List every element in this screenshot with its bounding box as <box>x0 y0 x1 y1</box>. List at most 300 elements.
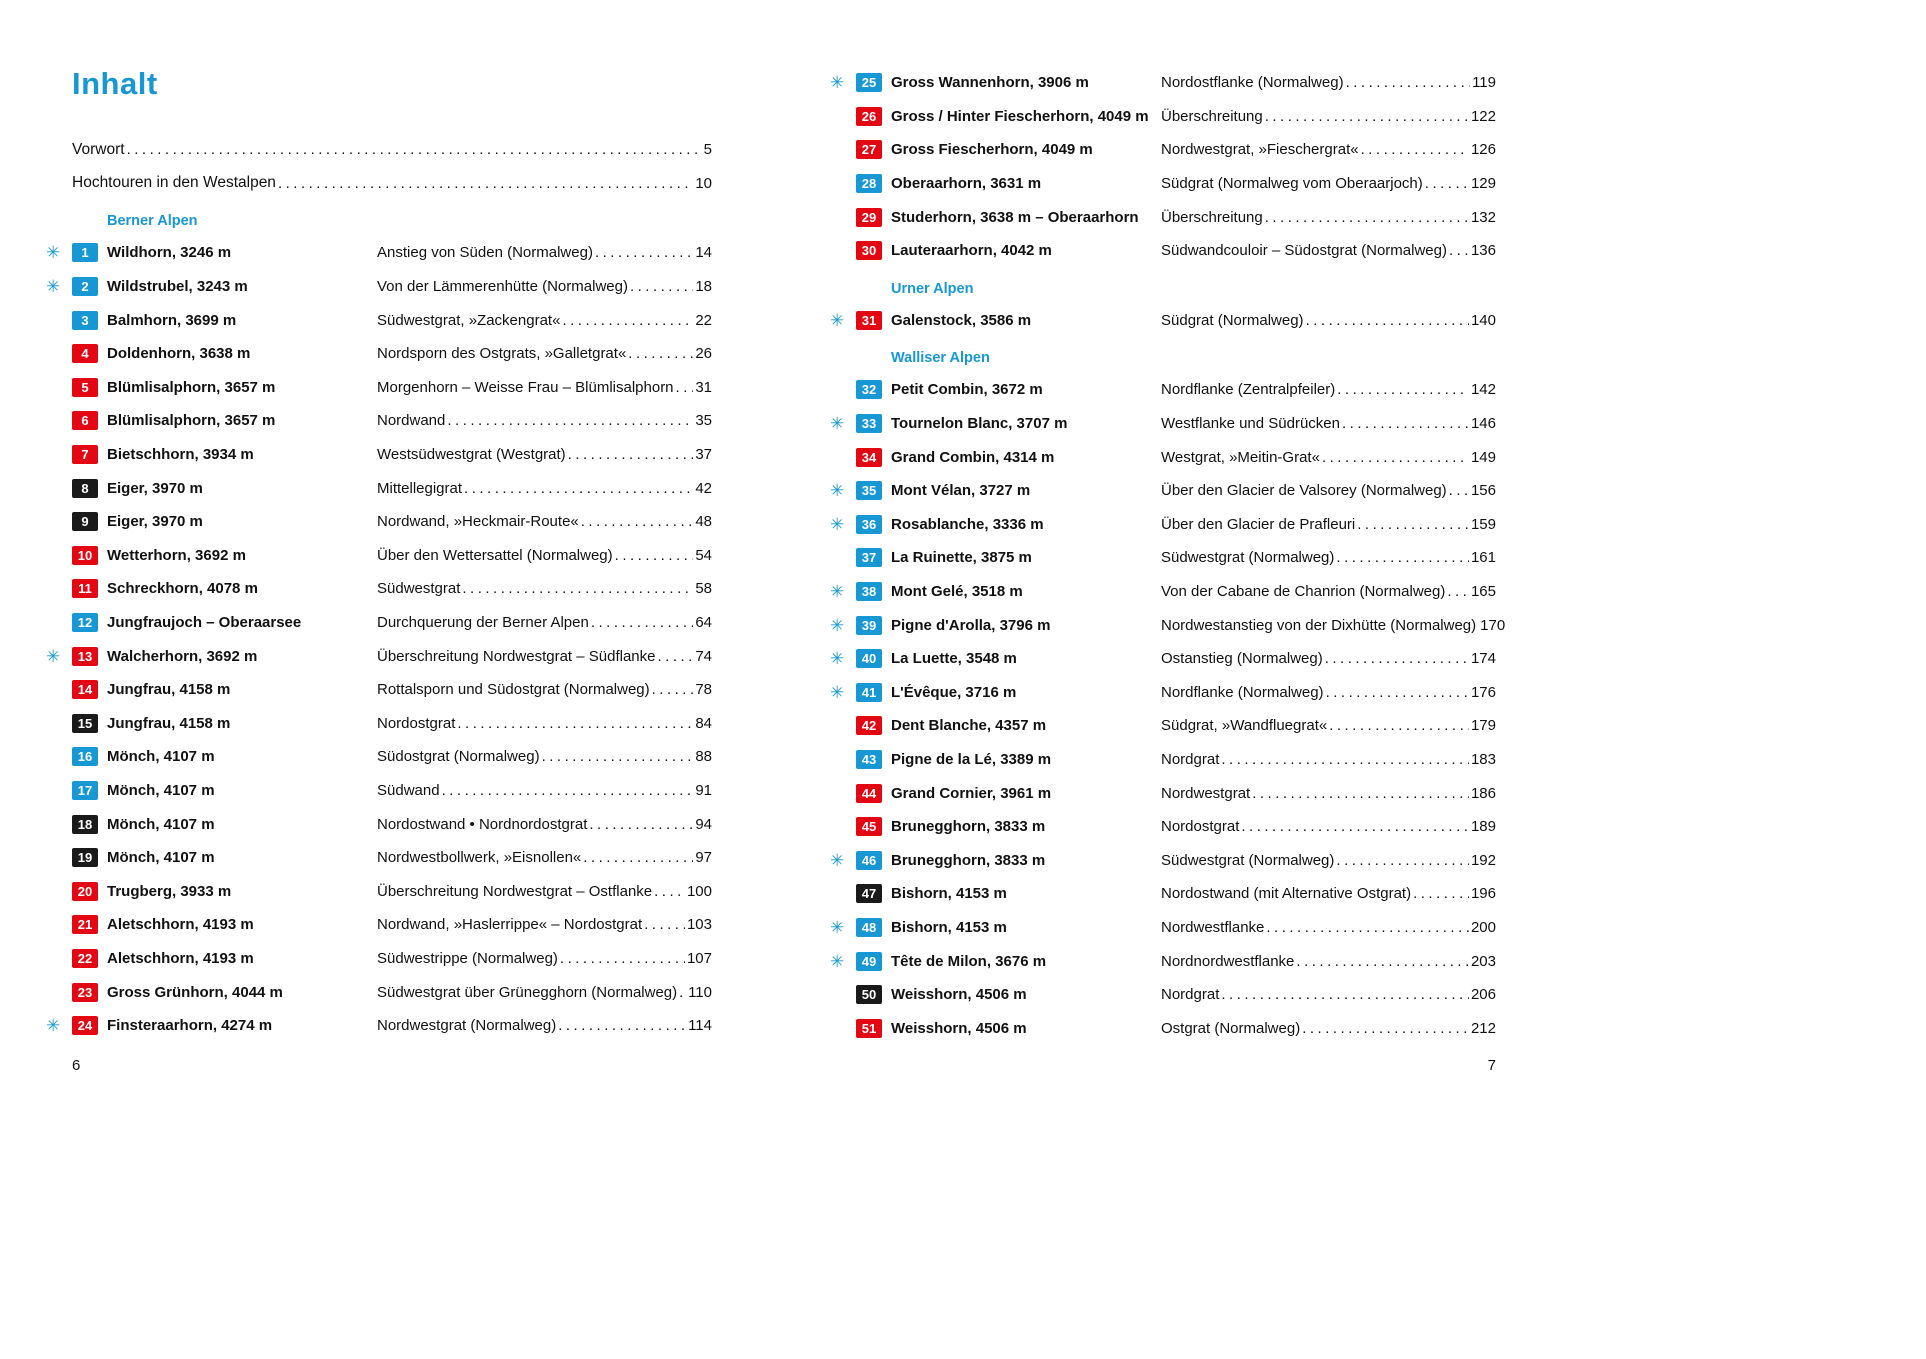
route-column <box>377 379 712 396</box>
page-ref: 35 <box>695 412 712 430</box>
toc-entry <box>830 100 1496 134</box>
route-description: Südwandcouloir – Südostgrat (Normalweg) <box>1161 242 1447 260</box>
dot-leader <box>1342 415 1469 432</box>
page-ref: 31 <box>695 378 712 396</box>
dot-leader <box>568 446 694 463</box>
peak-name: Pigne de la Lé, 3389 m <box>891 750 1052 768</box>
peak-name: Weisshorn, 4506 m <box>891 1019 1027 1037</box>
route-description: Über den Glacier de Prafleuri <box>1161 515 1356 533</box>
folio-left: 6 <box>72 1057 81 1074</box>
toc-entry <box>830 608 1506 642</box>
page-ref: 203 <box>1470 952 1496 970</box>
route-column <box>1161 74 1496 91</box>
peak-name: Pigne d'Arolla, 3796 m <box>891 616 1051 634</box>
page-ref: 122 <box>1470 107 1496 125</box>
toc-entry <box>830 200 1496 234</box>
route-number-badge: 14 <box>72 680 98 699</box>
ski-tour-icon: ✳ <box>830 414 845 434</box>
page-ref: 156 <box>1470 482 1496 500</box>
route-description: Südgrat (Normalweg) <box>1161 311 1304 329</box>
toc-entry <box>830 944 1496 978</box>
dot-leader <box>1326 684 1469 701</box>
page-ref: 192 <box>1470 851 1496 869</box>
toc-entry <box>46 371 712 405</box>
route-description: Westgrat, »Meitin-Grat« <box>1161 448 1320 466</box>
toc-entry <box>46 740 712 774</box>
toc-entry <box>830 709 1496 743</box>
route-description: Ostanstieg (Normalweg) <box>1161 650 1323 668</box>
dot-leader <box>278 175 693 192</box>
route-number-badge: 31 <box>856 311 882 330</box>
peak-name: Wetterhorn, 3692 m <box>107 546 246 564</box>
front-matter-label: Vorwort <box>72 140 125 158</box>
dot-leader <box>676 379 694 396</box>
route-number-badge: 18 <box>72 815 98 834</box>
route-description: Nordwestbollwerk, »Eisnollen« <box>377 849 582 867</box>
route-number-badge: 16 <box>72 747 98 766</box>
section-heading: Urner Alpen <box>891 280 974 297</box>
toc-entry <box>830 1011 1496 1045</box>
ski-tour-icon: ✳ <box>46 646 61 666</box>
dot-leader <box>127 141 702 158</box>
toc-entry <box>46 572 712 606</box>
ski-tour-icon: ✳ <box>830 582 845 602</box>
toc-entry <box>830 440 1496 474</box>
route-column <box>377 748 712 765</box>
toc-entry <box>830 642 1496 676</box>
peak-name: Jungfrau, 4158 m <box>107 681 231 699</box>
ski-tour-icon: ✳ <box>830 951 845 971</box>
ski-tour-icon: ✳ <box>830 917 845 937</box>
route-number-badge: 12 <box>72 613 98 632</box>
route-description: Überschreitung Nordwestgrat – Ostflanke <box>377 882 653 900</box>
route-number-badge: 48 <box>856 918 882 937</box>
dot-leader <box>644 916 685 933</box>
peak-name: Grand Cornier, 3961 m <box>891 784 1052 802</box>
dot-leader <box>1265 108 1469 125</box>
peak-name: Brunegghorn, 3833 m <box>891 851 1046 869</box>
route-description: Nordgrat <box>1161 986 1220 1004</box>
peak-name: Blümlisalphorn, 3657 m <box>107 412 276 430</box>
ski-tour-icon: ✳ <box>830 73 845 93</box>
toc-entry <box>830 66 1496 100</box>
route-description: Von der Lämmerenhütte (Normalweg) <box>377 278 628 296</box>
route-number-badge: 42 <box>856 716 882 735</box>
dot-leader <box>615 547 694 564</box>
route-number-badge: 50 <box>856 985 882 1004</box>
route-description: Nordflanke (Zentralpfeiler) <box>1161 381 1336 399</box>
route-number-badge: 8 <box>72 479 98 498</box>
route-description: Südwestgrat, »Zackengrat« <box>377 311 561 329</box>
route-column <box>377 883 712 900</box>
route-column <box>377 1017 712 1034</box>
page-ref: 10 <box>695 174 712 192</box>
route-number-badge: 9 <box>72 512 98 531</box>
peak-name: Schreckhorn, 4078 m <box>107 580 258 598</box>
dot-leader <box>1337 381 1469 398</box>
route-description: Südwand <box>377 781 440 799</box>
peak-name: Bietschhorn, 3934 m <box>107 446 254 464</box>
route-description: Überschreitung <box>1161 107 1263 125</box>
route-column <box>1161 175 1496 192</box>
route-column <box>1161 1020 1496 1037</box>
dot-leader <box>560 950 685 967</box>
peak-name: Rosablanche, 3336 m <box>891 515 1044 533</box>
dot-leader <box>442 782 694 799</box>
dot-leader <box>591 614 694 631</box>
peak-name: Grand Combin, 4314 m <box>891 448 1055 466</box>
toc-entry <box>46 303 712 337</box>
page-ref: 119 <box>1472 74 1496 92</box>
front-matter <box>46 133 712 200</box>
page-ref: 212 <box>1470 1019 1496 1037</box>
page-ref: 179 <box>1470 717 1496 735</box>
route-column <box>1161 108 1496 125</box>
route-number-badge: 43 <box>856 750 882 769</box>
page-ref: 48 <box>695 513 712 531</box>
toc-entry <box>830 676 1496 710</box>
route-column <box>377 950 712 967</box>
dot-leader <box>583 849 693 866</box>
dot-leader <box>1357 516 1469 533</box>
dot-leader <box>679 984 686 1001</box>
dot-leader <box>542 748 694 765</box>
page-ref: 110 <box>688 983 712 1001</box>
dot-leader <box>1325 650 1469 667</box>
route-number-badge: 49 <box>856 952 882 971</box>
toc-entry <box>830 575 1496 609</box>
route-column <box>377 648 712 665</box>
dot-leader <box>457 715 693 732</box>
route-description: Anstieg von Süden (Normalweg) <box>377 244 593 262</box>
page-ref: 129 <box>1470 175 1496 193</box>
dot-leader <box>1447 583 1469 600</box>
peak-name: Mönch, 4107 m <box>107 748 215 766</box>
page-right <box>830 56 1506 1045</box>
route-column <box>1161 415 1496 432</box>
dot-leader <box>595 244 693 261</box>
route-column <box>377 412 712 429</box>
route-number-badge: 4 <box>72 344 98 363</box>
route-number-badge: 23 <box>72 983 98 1002</box>
route-description: Südgrat, »Wandfluegrat« <box>1161 717 1328 735</box>
peak-name: Mönch, 4107 m <box>107 781 215 799</box>
route-number-badge: 17 <box>72 781 98 800</box>
page-ref: 58 <box>695 580 712 598</box>
page-ref: 103 <box>686 916 712 934</box>
ski-tour-icon: ✳ <box>46 277 61 297</box>
route-number-badge: 32 <box>856 380 882 399</box>
dot-leader <box>1302 1020 1469 1037</box>
route-number-badge: 28 <box>856 174 882 193</box>
page-ref: 176 <box>1470 683 1496 701</box>
peak-name: Dent Blanche, 4357 m <box>891 717 1047 735</box>
peak-name: Gross / Hinter Fiescherhorn, 4049 m <box>891 107 1149 125</box>
peak-name: Eiger, 3970 m <box>107 479 203 497</box>
page-ref: 140 <box>1470 311 1496 329</box>
dot-leader <box>1266 919 1469 936</box>
dot-leader <box>1329 717 1469 734</box>
page-ref: 146 <box>1470 415 1496 433</box>
route-description: Nordwestgrat (Normalweg) <box>377 1017 557 1035</box>
route-column <box>1161 381 1496 398</box>
route-number-badge: 29 <box>856 208 882 227</box>
ski-tour-icon: ✳ <box>830 615 845 635</box>
dot-leader <box>628 345 693 362</box>
peak-name: Mont Gelé, 3518 m <box>891 583 1023 601</box>
route-column <box>1161 818 1496 835</box>
dot-leader <box>581 513 694 530</box>
route-number-badge: 11 <box>72 579 98 598</box>
dot-leader <box>462 580 693 597</box>
toc-entry <box>46 606 712 640</box>
dot-leader <box>1449 482 1469 499</box>
dot-leader <box>654 883 685 900</box>
dot-leader <box>1413 885 1469 902</box>
route-number-badge: 5 <box>72 378 98 397</box>
route-column <box>1161 953 1496 970</box>
route-column <box>377 480 712 497</box>
route-column <box>377 849 712 866</box>
route-number-badge: 33 <box>856 414 882 433</box>
ski-tour-icon: ✳ <box>830 649 845 669</box>
page-ref: 186 <box>1470 784 1496 802</box>
route-description: Nordostwand (mit Alternative Ostgrat) <box>1161 885 1412 903</box>
route-description: Westsüdwestgrat (Westgrat) <box>377 446 566 464</box>
route-description: Südwestgrat über Grünegghorn (Normalweg) <box>377 983 678 1001</box>
route-description: Nordwestgrat <box>1161 784 1251 802</box>
route-number-badge: 35 <box>856 481 882 500</box>
route-number-badge: 19 <box>72 848 98 867</box>
route-column <box>1161 919 1496 936</box>
dot-leader <box>1336 549 1469 566</box>
route-description: Südwestgrat (Normalweg) <box>1161 851 1335 869</box>
page-ref: 196 <box>1470 885 1496 903</box>
route-number-badge: 44 <box>856 784 882 803</box>
page-ref: 174 <box>1470 650 1496 668</box>
peak-name: Wildhorn, 3246 m <box>107 244 232 262</box>
toc-entry <box>830 373 1496 407</box>
peak-name: Mönch, 4107 m <box>107 815 215 833</box>
peak-name: Gross Wannenhorn, 3906 m <box>891 74 1089 92</box>
toc-entry <box>830 133 1496 167</box>
peak-name: Doldenhorn, 3638 m <box>107 345 251 363</box>
route-column <box>1161 209 1496 226</box>
ski-tour-icon: ✳ <box>46 1016 61 1036</box>
toc-entry <box>46 438 712 472</box>
route-column <box>377 681 712 698</box>
route-number-badge: 21 <box>72 915 98 934</box>
route-number-badge: 46 <box>856 851 882 870</box>
page-ref: 126 <box>1470 141 1496 159</box>
ski-tour-icon: ✳ <box>46 243 61 263</box>
peak-name: Trugberg, 3933 m <box>107 882 232 900</box>
route-number-badge: 10 <box>72 546 98 565</box>
route-description: Nordostwand • Nordnordostgrat <box>377 815 588 833</box>
route-number-badge: 39 <box>856 616 882 635</box>
peak-name: Mönch, 4107 m <box>107 849 215 867</box>
toc-entry <box>830 743 1496 777</box>
route-description: Westflanke und Südrücken <box>1161 415 1340 433</box>
page-ref: 183 <box>1470 750 1496 768</box>
route-description: Durchquerung der Berner Alpen <box>377 614 589 632</box>
peak-name: Weisshorn, 4506 m <box>891 986 1027 1004</box>
route-description: Nordwand, »Heckmair-Route« <box>377 513 579 531</box>
toc-entry <box>830 234 1496 268</box>
dot-leader <box>589 816 693 833</box>
route-column <box>377 580 712 597</box>
dot-leader <box>558 1017 686 1034</box>
peak-name: Lauteraarhorn, 4042 m <box>891 242 1052 260</box>
route-number-badge: 20 <box>72 882 98 901</box>
route-description: Nordwand <box>377 412 446 430</box>
dot-leader <box>1306 312 1469 329</box>
dot-leader <box>1265 209 1469 226</box>
dot-leader <box>657 648 693 665</box>
peak-name: La Ruinette, 3875 m <box>891 549 1032 567</box>
ski-tour-icon: ✳ <box>830 850 845 870</box>
toc-entry <box>46 639 712 673</box>
toc-entry <box>46 874 712 908</box>
dot-leader <box>652 681 694 698</box>
toc-entry <box>46 673 712 707</box>
peak-name: Eiger, 3970 m <box>107 513 203 531</box>
peak-name: Jungfrau, 4158 m <box>107 714 231 732</box>
route-number-badge: 13 <box>72 647 98 666</box>
route-column <box>377 244 712 261</box>
peak-name: Bishorn, 4153 m <box>891 885 1007 903</box>
route-column <box>377 513 712 530</box>
route-description: Überschreitung Nordwestgrat – Südflanke <box>377 647 656 665</box>
page-ref: 18 <box>695 278 712 296</box>
front-matter-row <box>46 133 712 167</box>
toc-entry <box>830 911 1496 945</box>
toc-entry <box>46 404 712 438</box>
dot-leader <box>447 412 693 429</box>
route-description: Nordflanke (Normalweg) <box>1161 683 1324 701</box>
route-description: Über den Wettersattel (Normalweg) <box>377 546 613 564</box>
dot-leader <box>1296 953 1469 970</box>
ski-tour-icon: ✳ <box>830 514 845 534</box>
peak-name: Tournelon Blanc, 3707 m <box>891 415 1068 433</box>
folio-right: 7 <box>1487 1057 1496 1074</box>
route-column <box>1161 986 1496 1003</box>
page-ref: 100 <box>686 882 712 900</box>
route-column <box>1161 616 1506 634</box>
dot-leader <box>1241 818 1469 835</box>
toc-entry <box>46 337 712 371</box>
route-number-badge: 3 <box>72 311 98 330</box>
route-column <box>377 715 712 732</box>
route-description: Südostgrat (Normalweg) <box>377 748 540 766</box>
peak-name: Tête de Milon, 3676 m <box>891 952 1047 970</box>
dot-leader <box>1361 141 1469 158</box>
section-heading: Walliser Alpen <box>891 350 990 367</box>
dot-leader <box>630 278 693 295</box>
page-ref: 64 <box>695 614 712 632</box>
route-column <box>1161 516 1496 533</box>
route-number-badge: 7 <box>72 445 98 464</box>
toc-entry <box>46 841 712 875</box>
route-description: Überschreitung <box>1161 208 1263 226</box>
route-number-badge: 38 <box>856 582 882 601</box>
peak-name: Walcherhorn, 3692 m <box>107 647 258 665</box>
route-number-badge: 27 <box>856 140 882 159</box>
peak-name: Balmhorn, 3699 m <box>107 311 237 329</box>
route-column <box>377 984 712 1001</box>
peak-name: Mont Vélan, 3727 m <box>891 482 1031 500</box>
section-heading: Berner Alpen <box>107 213 198 230</box>
page-ref: 97 <box>695 849 712 867</box>
route-column <box>1161 549 1496 566</box>
toc-entry <box>830 978 1496 1012</box>
route-number-badge: 40 <box>856 649 882 668</box>
page-title: Inhalt <box>72 66 158 101</box>
route-description: Nordwand, »Haslerrippe« – Nordostgrat <box>377 916 643 934</box>
peak-name: Wildstrubel, 3243 m <box>107 278 248 296</box>
ski-tour-icon: ✳ <box>830 481 845 501</box>
page-ref: 22 <box>695 311 712 329</box>
route-description: Nordgrat <box>1161 750 1220 768</box>
page-ref: 54 <box>695 546 712 564</box>
route-number-badge: 2 <box>72 277 98 296</box>
page-ref: 200 <box>1470 918 1496 936</box>
route-column <box>1161 482 1496 499</box>
toc-entry <box>830 474 1496 508</box>
peak-name: L'Évêque, 3716 m <box>891 683 1017 701</box>
route-description: Südwestrippe (Normalweg) <box>377 949 558 967</box>
page-ref: 149 <box>1470 448 1496 466</box>
route-description: Nordwestgrat, »Fieschergrat« <box>1161 141 1359 159</box>
dot-leader <box>1221 986 1469 1003</box>
route-column <box>377 916 712 933</box>
toc-entry <box>46 236 712 270</box>
dot-leader <box>562 312 693 329</box>
page-ref: 170 <box>1480 616 1506 634</box>
dot-leader <box>1221 751 1469 768</box>
peak-name: Aletschhorn, 4193 m <box>107 916 254 934</box>
route-column <box>1161 449 1496 466</box>
toc-entry <box>830 407 1496 441</box>
route-description: Nordostgrat <box>1161 818 1240 836</box>
route-description: Nordwestanstieg von der Dixhütte (Normalweg) <box>1161 616 1477 634</box>
peak-name: Brunegghorn, 3833 m <box>891 818 1046 836</box>
toc-list-left <box>46 206 712 1042</box>
route-column <box>1161 885 1496 902</box>
route-column <box>1161 583 1496 600</box>
peak-name: Studerhorn, 3638 m – Oberaarhorn <box>891 208 1139 226</box>
peak-name: Galenstock, 3586 m <box>891 311 1032 329</box>
page-ref: 206 <box>1470 986 1496 1004</box>
route-number-badge: 26 <box>856 107 882 126</box>
ski-tour-icon: ✳ <box>830 310 845 330</box>
route-description: Südwestgrat (Normalweg) <box>1161 549 1335 567</box>
dot-leader <box>1425 175 1469 192</box>
page-ref: 159 <box>1470 515 1496 533</box>
page-ref: 74 <box>695 647 712 665</box>
peak-name: Gross Grünhorn, 4044 m <box>107 983 283 1001</box>
route-number-badge: 25 <box>856 73 882 92</box>
front-matter-label: Hochtouren in den Westalpen <box>72 174 276 192</box>
route-column <box>1161 312 1496 329</box>
route-number-badge: 47 <box>856 884 882 903</box>
toc-entry <box>830 508 1496 542</box>
page-ref: 161 <box>1470 549 1496 567</box>
route-column <box>377 278 712 295</box>
route-number-badge: 34 <box>856 448 882 467</box>
page-ref: 78 <box>695 681 712 699</box>
dot-leader <box>1252 785 1469 802</box>
